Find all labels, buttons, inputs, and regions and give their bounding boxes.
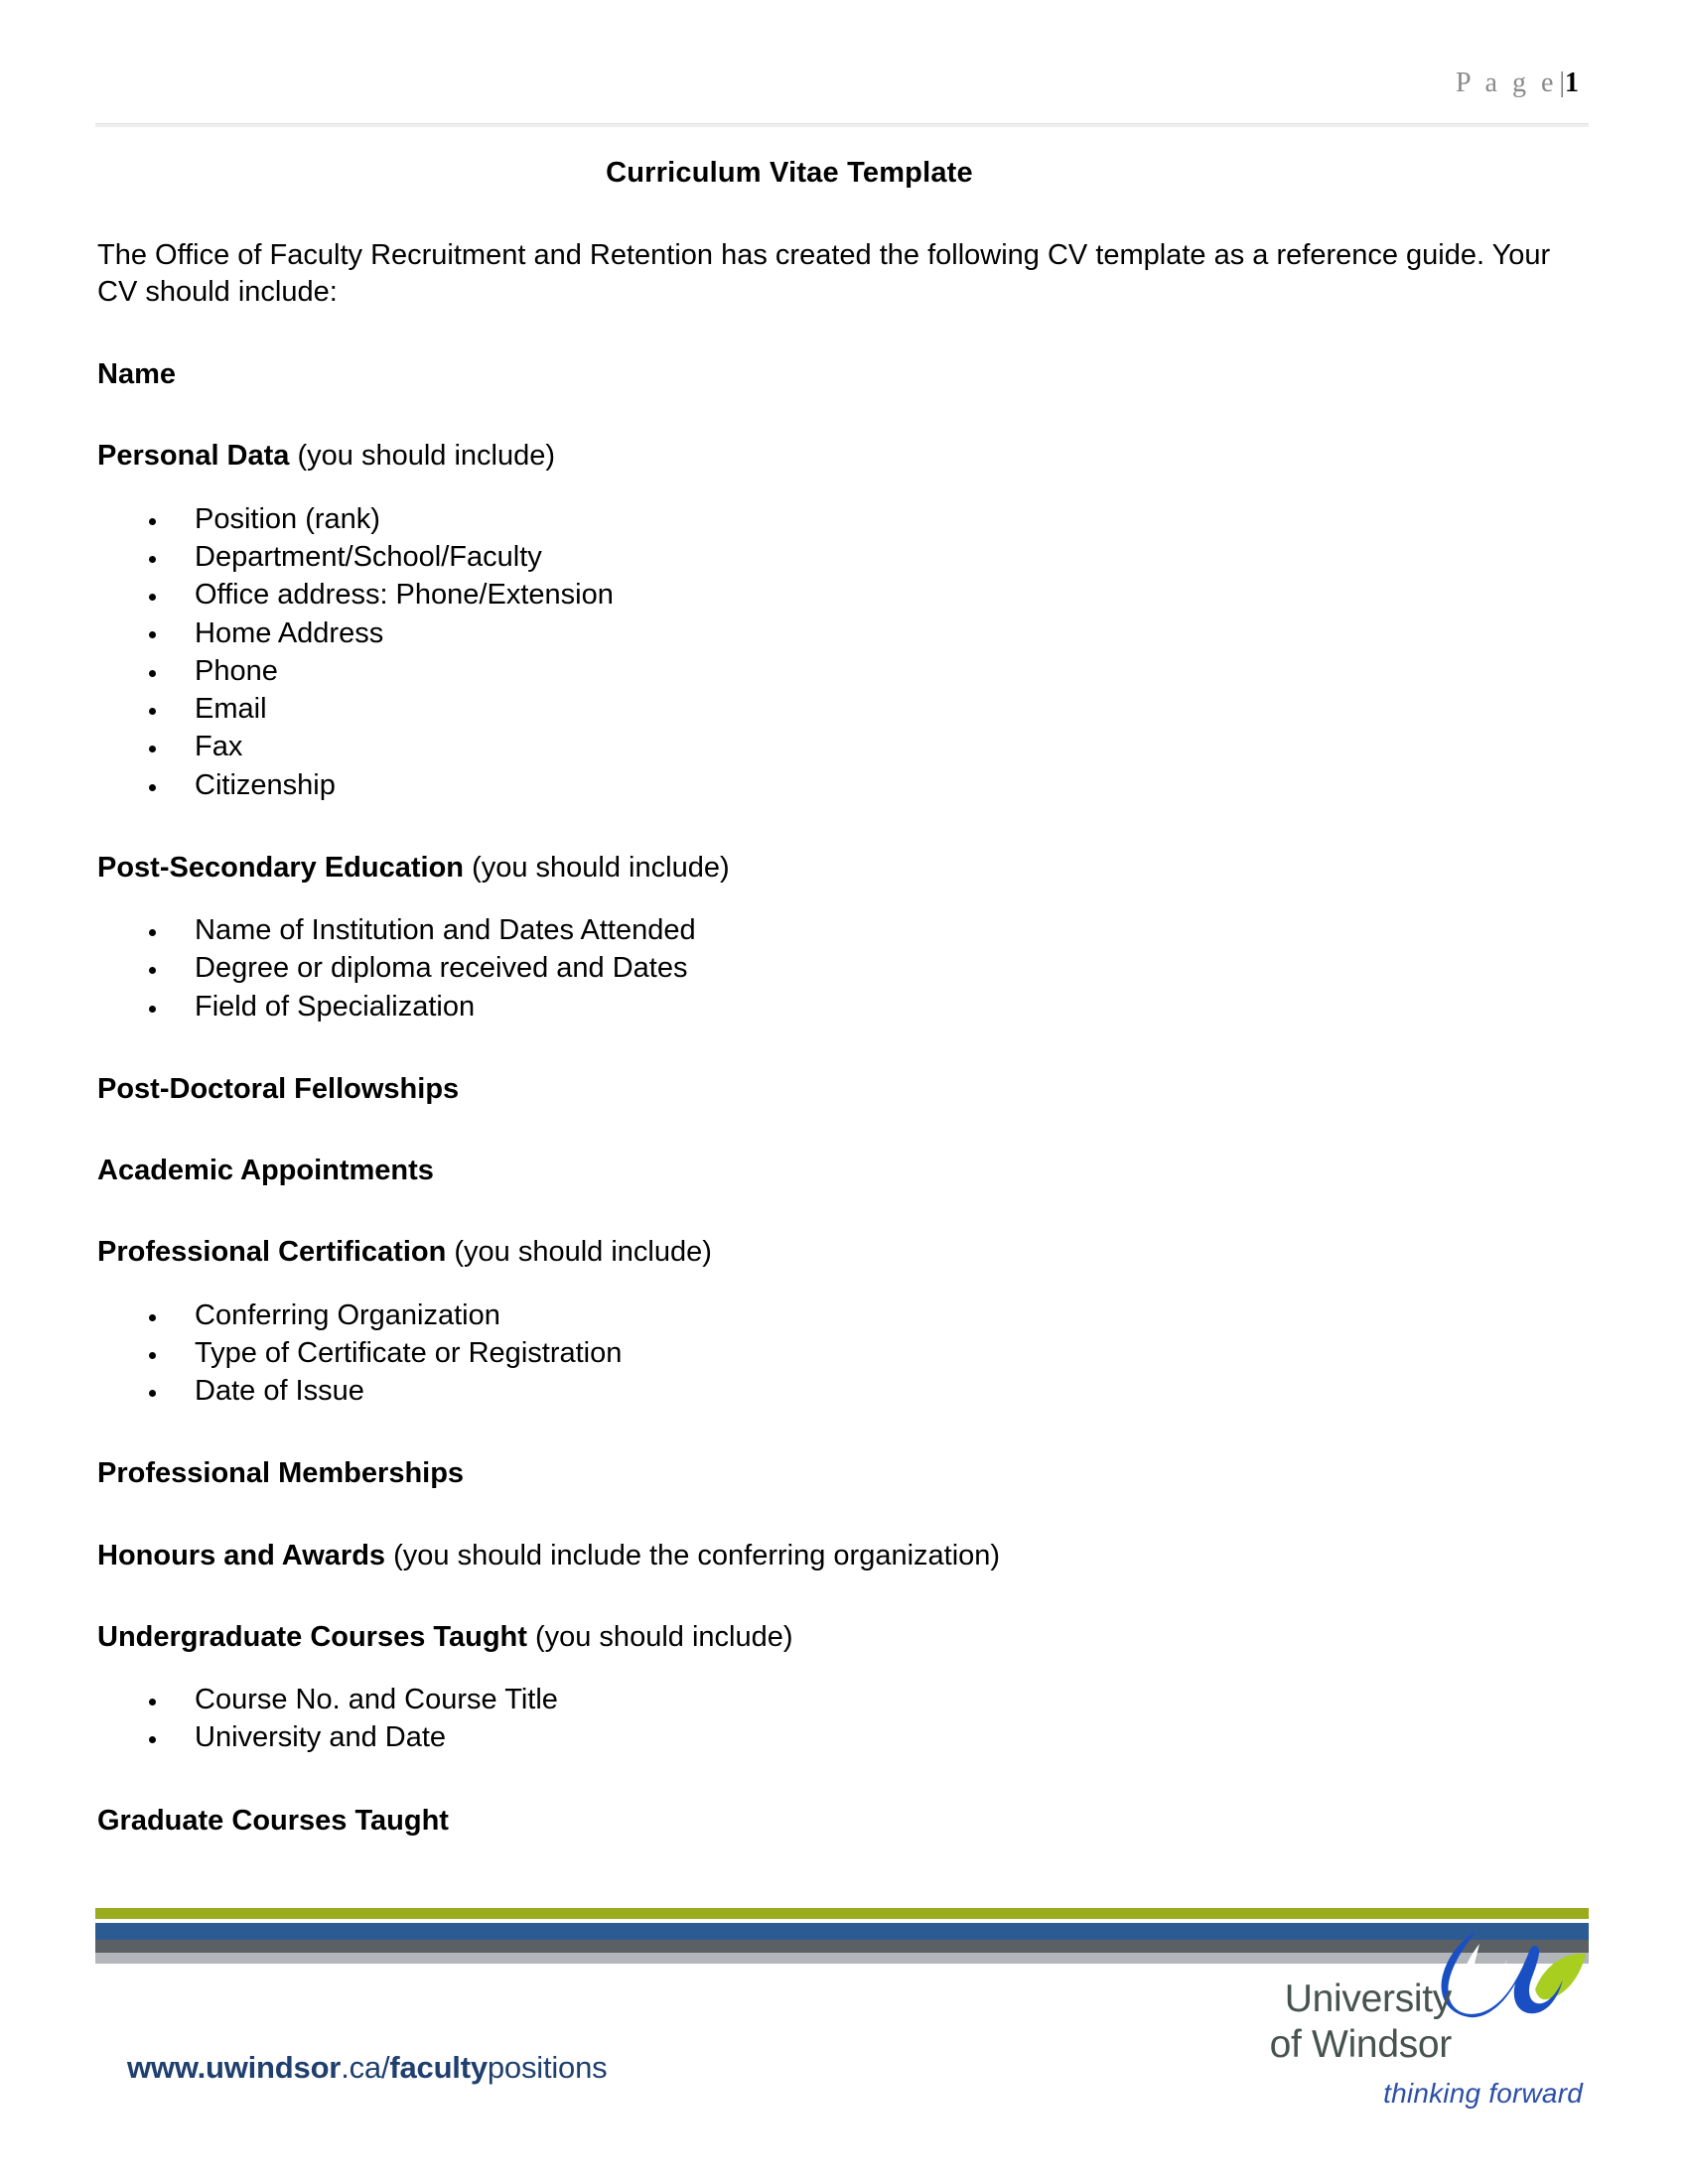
section-heading	[97, 1619, 1688, 1655]
section-academic-appointments	[0, 1153, 1688, 1188]
list-item-label: Name of Institution and Dates Attended	[195, 914, 696, 947]
section-heading	[97, 1153, 1688, 1188]
page-number-value: 1	[1565, 68, 1579, 98]
section-heading-text: Undergraduate Courses Taught	[97, 1620, 527, 1653]
logo-wordmark-line1: University	[1284, 1978, 1452, 2020]
section-heading-text: Personal Data	[97, 440, 290, 473]
section-graduate-courses-taught	[0, 1803, 1688, 1839]
bullet-list	[97, 1297, 1688, 1411]
list-item	[97, 1372, 1688, 1410]
list-item	[97, 538, 1688, 576]
section-heading	[97, 1803, 1688, 1839]
list-item-label: Position (rank)	[195, 502, 380, 535]
section-heading-text: Name	[97, 358, 176, 391]
bullet-list	[97, 911, 1688, 1025]
list-item-label: Phone	[195, 654, 278, 687]
list-item-label: Degree or diploma received and Dates	[195, 952, 688, 985]
section-heading-text: Honours and Awards	[97, 1539, 386, 1571]
list-item	[97, 576, 1688, 614]
list-item-label: University and Date	[195, 1721, 447, 1754]
bullet-icon	[149, 1314, 156, 1321]
list-item-label: Department/School/Faculty	[195, 540, 542, 573]
section-heading	[97, 850, 1688, 886]
footer-bar-olive	[95, 1908, 1589, 1919]
section-heading-text: Graduate Courses Taught	[97, 1804, 449, 1837]
bullet-icon	[149, 594, 156, 601]
list-item	[97, 1297, 1688, 1334]
section-heading	[97, 1234, 1688, 1270]
list-item-label: Course No. and Course Title	[195, 1684, 558, 1716]
url-part-tld: .ca/	[341, 2050, 390, 2085]
section-name	[0, 356, 1688, 392]
uwindsor-swoosh-icon	[1432, 1924, 1591, 2031]
section-post-doctoral-fellowships	[0, 1071, 1688, 1107]
section-honours-and-awards	[0, 1538, 1688, 1573]
list-item-label: Email	[195, 693, 267, 726]
header-divider	[95, 123, 1589, 127]
section-professional-certification	[0, 1234, 1688, 1410]
section-heading	[97, 438, 1688, 474]
section-heading-text: Post-Secondary Education	[97, 851, 465, 884]
page-number-indicator	[1456, 68, 1579, 99]
list-item	[97, 690, 1688, 728]
bullet-icon	[149, 708, 156, 715]
page-header	[0, 0, 1688, 129]
bullet-icon	[149, 967, 156, 974]
section-heading-note: (you should include)	[289, 440, 556, 473]
bullet-icon	[149, 670, 156, 677]
list-item	[97, 614, 1688, 652]
section-post-secondary-education	[0, 850, 1688, 1025]
section-heading	[97, 1538, 1688, 1573]
list-item-label: Fax	[195, 731, 243, 763]
list-item	[97, 766, 1688, 804]
section-heading-text: Professional Certification	[97, 1236, 447, 1269]
section-undergraduate-courses-taught	[0, 1619, 1688, 1757]
section-personal-data	[0, 438, 1688, 803]
section-heading	[97, 356, 1688, 392]
bullet-icon	[149, 1736, 156, 1743]
list-item-label: Date of Issue	[195, 1375, 364, 1408]
list-item	[97, 652, 1688, 690]
section-heading-note: (you should include)	[446, 1236, 712, 1269]
page-title: Curriculum Vitae Template	[606, 157, 973, 189]
section-heading-text: Academic Appointments	[97, 1155, 434, 1187]
bullet-icon	[149, 631, 156, 638]
bullet-list	[97, 500, 1688, 804]
logo-wordmark-line2: of Windsor	[1269, 2023, 1452, 2066]
list-item-label: Office address: Phone/Extension	[195, 579, 614, 612]
url-part-positions: positions	[487, 2050, 608, 2085]
page-number-label: P a g e	[1456, 68, 1558, 98]
url-part-faculty: faculty	[389, 2050, 488, 2085]
bullet-icon	[149, 1390, 156, 1397]
document-body	[0, 129, 1688, 1839]
bullet-icon	[149, 1006, 156, 1013]
list-item-label: Field of Specialization	[195, 990, 476, 1023]
section-heading	[97, 1455, 1688, 1491]
section-heading-text: Professional Memberships	[97, 1457, 465, 1490]
list-item	[97, 728, 1688, 765]
section-heading-note: (you should include)	[526, 1620, 793, 1653]
university-of-windsor-logo	[1164, 1924, 1591, 2132]
section-heading-note: (you should include the conferring organization)	[385, 1539, 1001, 1571]
list-item-label: Citizenship	[195, 768, 336, 801]
list-item	[97, 500, 1688, 538]
list-item-label: Conferring Organization	[195, 1298, 500, 1331]
list-item	[97, 1334, 1688, 1372]
list-item-label: Home Address	[195, 616, 384, 649]
bullet-list	[97, 1681, 1688, 1757]
list-item-label: Type of Certificate or Registration	[195, 1336, 623, 1369]
bullet-icon	[149, 518, 156, 525]
list-item	[97, 988, 1688, 1025]
bullet-icon	[149, 1699, 156, 1706]
section-heading-text: Post-Doctoral Fellowships	[97, 1072, 460, 1105]
bullet-icon	[149, 1352, 156, 1359]
section-professional-memberships	[0, 1455, 1688, 1491]
section-heading	[97, 1071, 1688, 1107]
list-item	[97, 1681, 1688, 1718]
url-part-domain: www.uwindsor	[127, 2050, 342, 2085]
page-footer	[0, 1886, 1688, 2184]
list-item	[97, 911, 1688, 949]
intro-paragraph: The Office of Faculty Recruitment and Retention has created the following CV template as a reference guide. Your CV should include:	[97, 239, 1551, 309]
bullet-icon	[149, 556, 156, 563]
logo-tagline: thinking forward	[1383, 2078, 1583, 2109]
bullet-icon	[149, 784, 156, 791]
page-number-separator: |	[1559, 68, 1565, 98]
list-item	[97, 1718, 1688, 1756]
bullet-icon	[149, 929, 156, 936]
section-heading-note: (you should include)	[464, 851, 730, 884]
footer-url-link[interactable]	[127, 2050, 607, 2086]
bullet-icon	[149, 746, 156, 752]
list-item	[97, 949, 1688, 987]
